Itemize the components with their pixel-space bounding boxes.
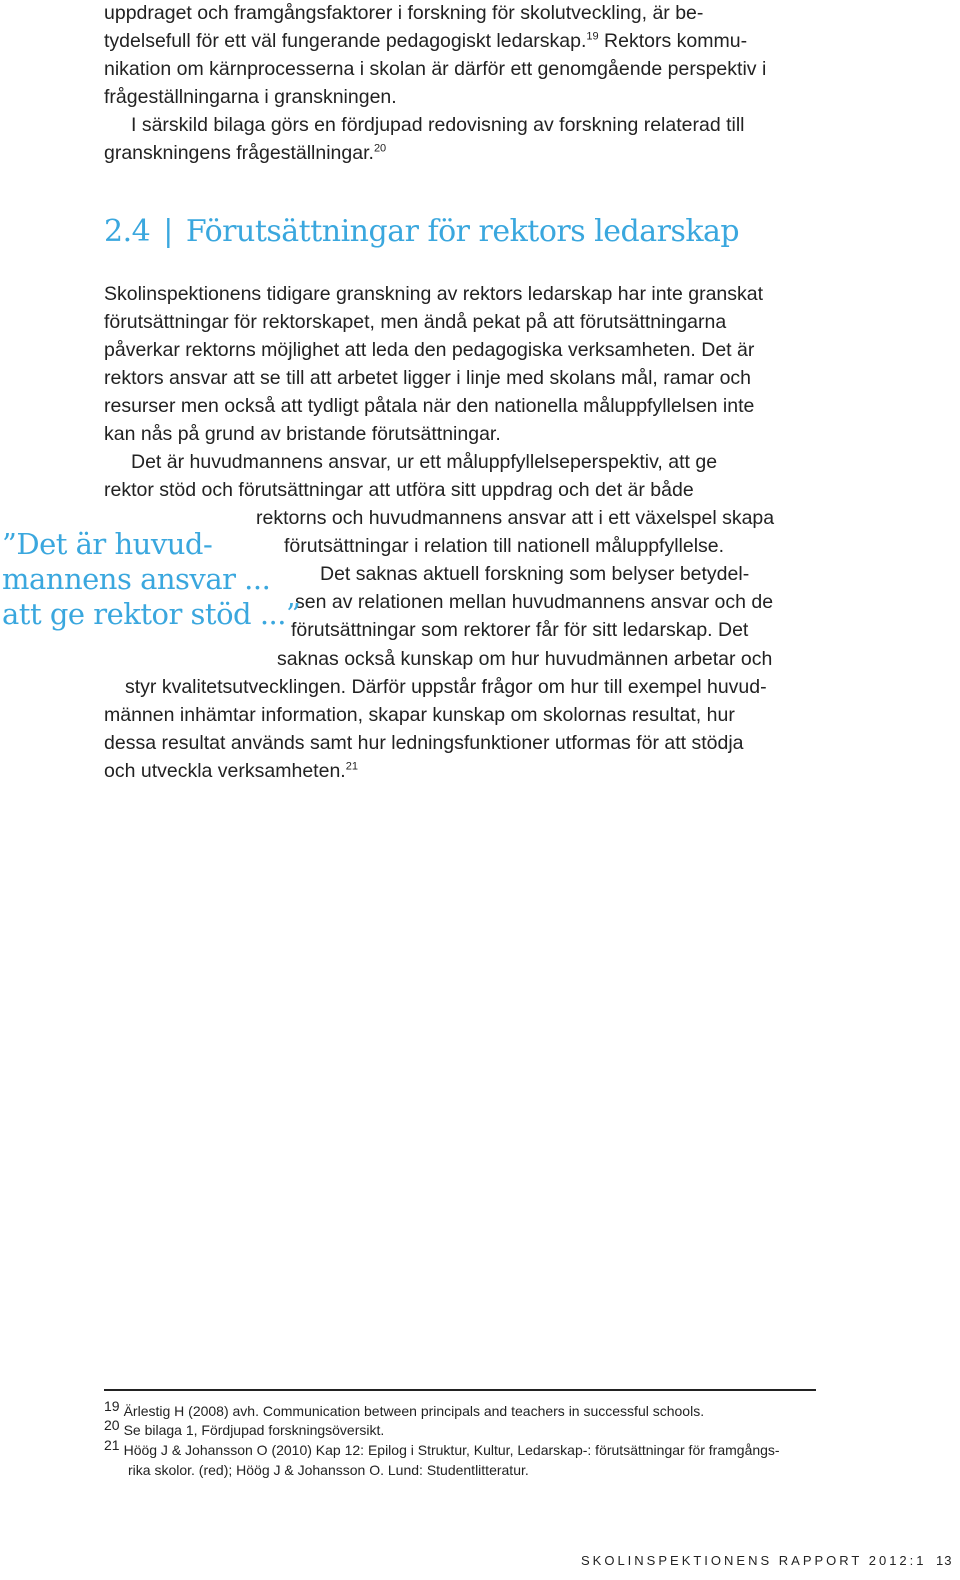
footnote-ref[interactable]: 21 [345, 760, 358, 773]
body-text: och utveckla verksamheten. [104, 760, 346, 782]
body-line: männen inhämtar information, skapar kunskap om skolornas resultat, hur [104, 704, 735, 726]
body-line: frågeställningarna i granskningen. [104, 86, 397, 108]
footnote-number: 19 [104, 1398, 120, 1414]
footnote-text: Ärlestig H (2008) avh. Communication between principals and teachers in successful schools. [123, 1403, 705, 1419]
body-line: förutsättningar som rektorer får för sitt ledarskap. Det [291, 619, 749, 641]
body-line: Skolinspektionens tidigare granskning av rektors ledarskap har inte granskat [104, 283, 764, 305]
body-line: påverkar rektorns möjlighet att leda den pedagogiska verksamheten. Det är [104, 339, 755, 361]
section-separator: | [163, 214, 173, 249]
body-line: rektors ansvar att se till att arbetet ligger i linje med skolans mål, ramar och [104, 367, 752, 389]
body-line: rektorns och huvudmannens ansvar att i ett växelspel skapa [256, 507, 775, 529]
pull-quote-line: att ge rektor stöd ...” [2, 597, 301, 631]
body-line: sen av relationen mellan huvudmannens ansvar och de [295, 591, 774, 613]
body-line [104, 139, 386, 167]
body-line: förutsättningar i relation till nationell måluppfyllelse. [284, 535, 725, 557]
body-line: Det saknas aktuell forskning som belyser betydel- [320, 563, 750, 585]
body-line: kan nås på grund av bristande förutsättningar. [104, 423, 501, 445]
body-line: uppdraget och framgångsfaktorer i forskning för skolutveckling, är be- [104, 2, 704, 24]
pull-quote-line: mannens ansvar ... [2, 562, 271, 596]
body-line: I särskild bilaga görs en fördjupad redovisning av forskning relaterad till [131, 114, 745, 136]
body-line: Det är huvudmannens ansvar, ur ett måluppfyllelseperspektiv, att ge [131, 451, 718, 473]
body-line: dessa resultat används samt hur ledningsfunktioner utformas för att stödja [104, 732, 744, 754]
section-title: Förutsättningar för rektors ledarskap [185, 214, 740, 249]
footnote-text: Se bilaga 1, Fördjupad forskningsöversikt. [123, 1422, 385, 1438]
footnote [104, 1398, 705, 1421]
body-text: granskningens frågeställningar. [104, 142, 374, 164]
footnote [104, 1417, 385, 1440]
footnote [104, 1437, 780, 1460]
footer-report-title: SKOLINSPEKTIONENS RAPPORT 2012:1 [581, 1553, 927, 1568]
footnote-text: Höög J & Johansson O (2010) Kap 12: Epilog i Struktur, Kultur, Ledarskap-: förutsättningar för framgångs- [123, 1442, 780, 1458]
body-line [104, 27, 747, 55]
body-text: tydelsefull för ett väl fungerande pedagogiskt ledarskap. [104, 30, 587, 52]
page-number: 13 [936, 1553, 953, 1568]
section-number: 2.4 [104, 214, 151, 249]
footnote-number: 21 [104, 1437, 120, 1453]
body-line: saknas också kunskap om hur huvudmännen arbetar och [277, 648, 773, 670]
footnote-ref[interactable]: 20 [373, 142, 387, 155]
body-line: styr kvalitetsutvecklingen. Därför uppstår frågor om hur till exempel huvud- [125, 676, 767, 698]
body-line: rektor stöd och förutsättningar att utföra sitt uppdrag och det är både [104, 479, 694, 501]
footnote-continuation: rika skolor. (red); Höög J & Johansson O. Lund: Studentlitteratur. [128, 1462, 529, 1478]
footnote-number: 20 [104, 1417, 120, 1433]
footnote-ref[interactable]: 19 [586, 30, 599, 43]
body-line: nikation om kärnprocesserna i skolan är därför ett genomgående perspektiv i [104, 58, 767, 80]
body-line: resurser men också att tydligt påtala när den nationella måluppfyllelsen inte [104, 395, 755, 417]
body-line: förutsättningar för rektorskapet, men ändå pekat på att förutsättningarna [104, 311, 727, 333]
pull-quote-line: ”Det är huvud- [2, 527, 213, 561]
section-heading [104, 212, 739, 252]
body-line [104, 757, 358, 785]
body-text: Rektors kommu- [598, 30, 748, 52]
footnote-divider [104, 1389, 816, 1391]
